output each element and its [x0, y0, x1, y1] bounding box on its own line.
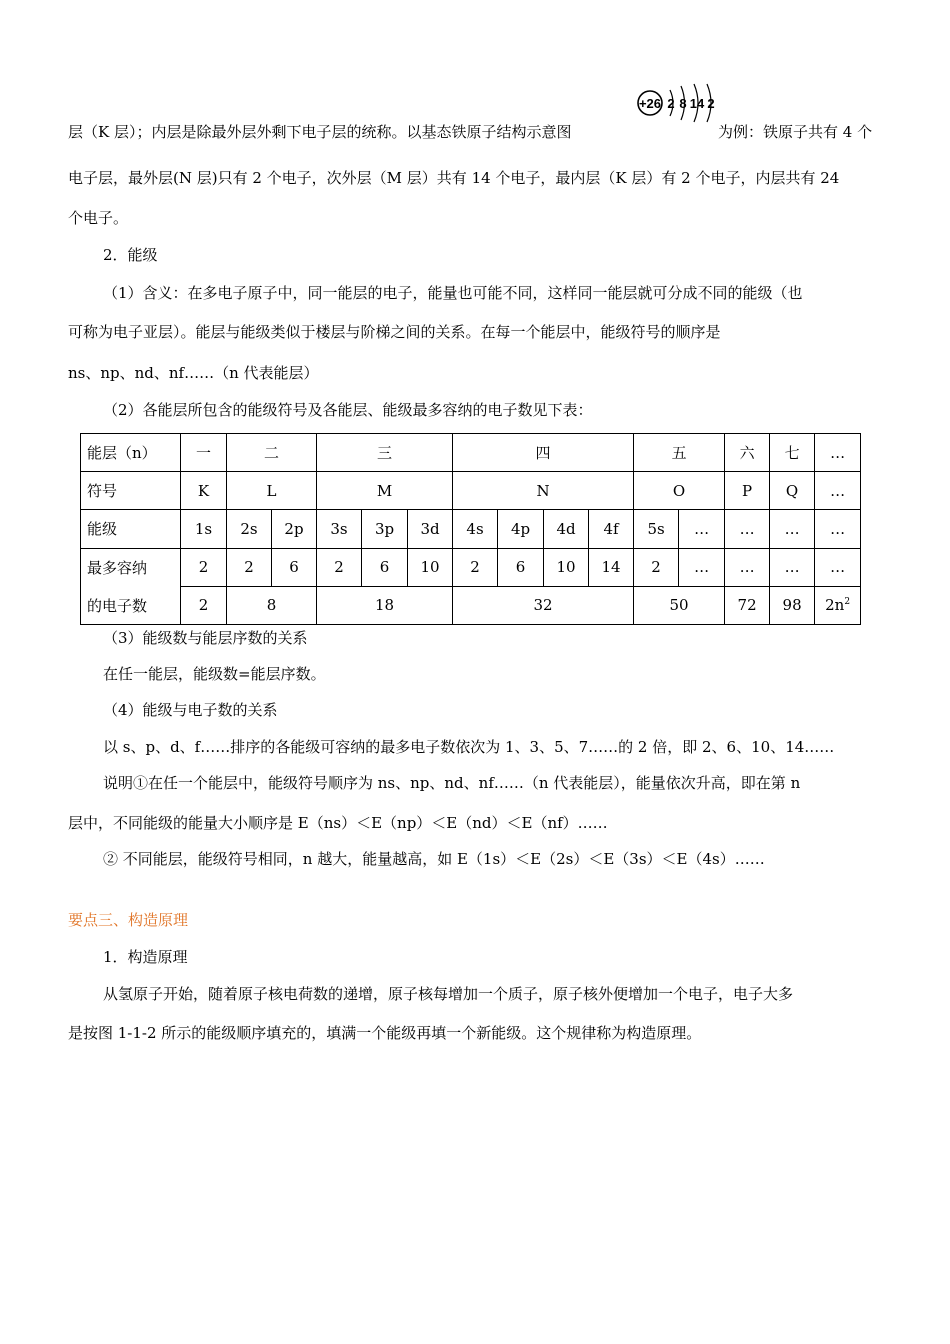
formula-base: 2n: [825, 596, 845, 615]
table-cell: 32: [453, 586, 634, 624]
table-header-max-line2: 的电子数: [81, 586, 181, 624]
table-cell: 2p: [272, 510, 317, 548]
table-cell: …: [815, 472, 861, 510]
table-cell: 2: [453, 548, 498, 586]
energy-level-table: [80, 433, 861, 625]
note2: ② 不同能层，能级符号相同，n 越大，能量越高，如 E（1s）＜E（2s）＜E（3s）＜E（4s）……: [103, 850, 765, 868]
table-cell: 4d: [544, 510, 589, 548]
atom-nucleus-label: +26: [638, 96, 662, 111]
table-cell: …: [815, 548, 861, 586]
section2-p1-line2: 可称为电子亚层）。能层与能级类似于楼层与阶梯之间的关系。在每一个能层中，能级符号的顺序是: [68, 323, 721, 341]
table-cell: 五: [634, 434, 725, 472]
table-cell: 10: [544, 548, 589, 586]
table-cell: …: [815, 434, 861, 472]
table-cell: …: [679, 510, 725, 548]
section2-p1-line3: ns、np、nd、nf……（n 代表能层）: [68, 364, 319, 382]
section3-heading: 要点三、构造原理: [68, 911, 189, 929]
para1-line1: [68, 122, 571, 142]
para1-after-diagram: 为例：铁原子共有 4 个: [718, 123, 873, 141]
formula-exponent: 2: [844, 597, 851, 608]
table-cell: 2: [181, 586, 227, 624]
table-row-shell: [81, 434, 861, 472]
section2-p3-text: 在任一能层，能级数=能层序数。: [103, 665, 326, 683]
table-cell: 6: [498, 548, 544, 586]
table-cell-formula: [815, 586, 861, 624]
table-cell: 一: [181, 434, 227, 472]
table-cell: 6: [362, 548, 408, 586]
table-cell: M: [317, 472, 453, 510]
table-cell: 98: [770, 586, 815, 624]
section2-p2: （2）各能层所包含的能级符号及各能层、能级最多容纳的电子数见下表：: [103, 401, 593, 419]
table-cell: 3d: [408, 510, 453, 548]
section3-p-line1: 从氢原子开始，随着原子核电荷数的递增，原子核每增加一个质子，原子核外便增加一个电子，电子大多: [103, 985, 794, 1003]
table-cell: 七: [770, 434, 815, 472]
table-header-shell: 能层（n）: [81, 434, 181, 472]
para1-line3: 个电子。: [68, 209, 129, 227]
table-cell: 三: [317, 434, 453, 472]
note1-line2: 层中，不同能级的能量大小顺序是 E（ns）＜E（np）＜E（nd）＜E（nf）……: [68, 814, 608, 832]
table-cell: 3p: [362, 510, 408, 548]
table-cell: 4f: [589, 510, 634, 548]
table-header-symbol: 符号: [81, 472, 181, 510]
table-cell: L: [227, 472, 317, 510]
table-cell: …: [725, 510, 770, 548]
table-row-sublevel: [81, 510, 861, 548]
section2-p4: （4）能级与电子数的关系: [103, 701, 278, 719]
table-cell: 3s: [317, 510, 362, 548]
table-cell: P: [725, 472, 770, 510]
table-row-shell-max: [81, 586, 861, 624]
section2-p4-text: 以 s、p、d、f……排序的各能级可容纳的最多电子数依次为 1、3、5、7……的 2 倍，即 2、6、10、14……: [103, 738, 835, 756]
table-header-sublevel: 能级: [81, 510, 181, 548]
table-cell: 2: [181, 548, 227, 586]
table-cell: 二: [227, 434, 317, 472]
table-cell: O: [634, 472, 725, 510]
section2-title: 2．能级: [103, 246, 158, 264]
table-cell: 1s: [181, 510, 227, 548]
table-cell: 8: [227, 586, 317, 624]
table-cell: 72: [725, 586, 770, 624]
section3-p-line2: 是按图 1-1-2 所示的能级顺序填充的，填满一个能级再填一个新能级。这个规律称为构造原理。: [68, 1024, 702, 1042]
table-cell: 4p: [498, 510, 544, 548]
para1-before-diagram: 层（K 层）；内层是除最外层外剩下电子层的统称。以基态铁原子结构示意图: [68, 123, 572, 141]
table-row-sublevel-max: [81, 548, 861, 586]
section3-title: 1．构造原理: [103, 948, 188, 966]
table-cell: 14: [589, 548, 634, 586]
section2-p3: （3）能级数与能层序数的关系: [103, 629, 308, 647]
table-cell: 18: [317, 586, 453, 624]
table-cell: 5s: [634, 510, 679, 548]
table-cell: 2s: [227, 510, 272, 548]
table-cell: 50: [634, 586, 725, 624]
table-cell: 4s: [453, 510, 498, 548]
shell-k-count: 2: [667, 96, 675, 111]
table-cell: 2: [227, 548, 272, 586]
table-header-max-line1: 最多容纳: [81, 548, 181, 586]
table-cell: 2: [634, 548, 679, 586]
shell-l-count: 8: [679, 96, 687, 111]
table-cell: …: [770, 548, 815, 586]
section2-p1-line1: （1）含义：在多电子原子中，同一能层的电子，能量也可能不同，这样同一能层就可分成不同的能级（也: [103, 284, 803, 302]
table-cell: 6: [272, 548, 317, 586]
table-row-symbol: [81, 472, 861, 510]
table-cell: …: [770, 510, 815, 548]
shell-m-count: 14: [689, 96, 705, 111]
table-cell: 10: [408, 548, 453, 586]
table-cell: Q: [770, 472, 815, 510]
table-cell: N: [453, 472, 634, 510]
shell-n-count: 2: [707, 96, 715, 111]
table-cell: …: [725, 548, 770, 586]
table-cell: 四: [453, 434, 634, 472]
iron-atom-structure-diagram: [636, 80, 718, 126]
table-cell: 六: [725, 434, 770, 472]
note1-line1: 说明①在任一个能层中，能级符号顺序为 ns、np、nd、nf……（n 代表能层），能量依次升高，即在第 n: [103, 774, 801, 792]
table-cell: …: [815, 510, 861, 548]
table-cell: K: [181, 472, 227, 510]
table-cell: 2: [317, 548, 362, 586]
table-cell: …: [679, 548, 725, 586]
para1-line2: 电子层，最外层(N 层)只有 2 个电子，次外层（M 层）共有 14 个电子，最内层（K 层）有 2 个电子，内层共有 24: [68, 169, 840, 187]
